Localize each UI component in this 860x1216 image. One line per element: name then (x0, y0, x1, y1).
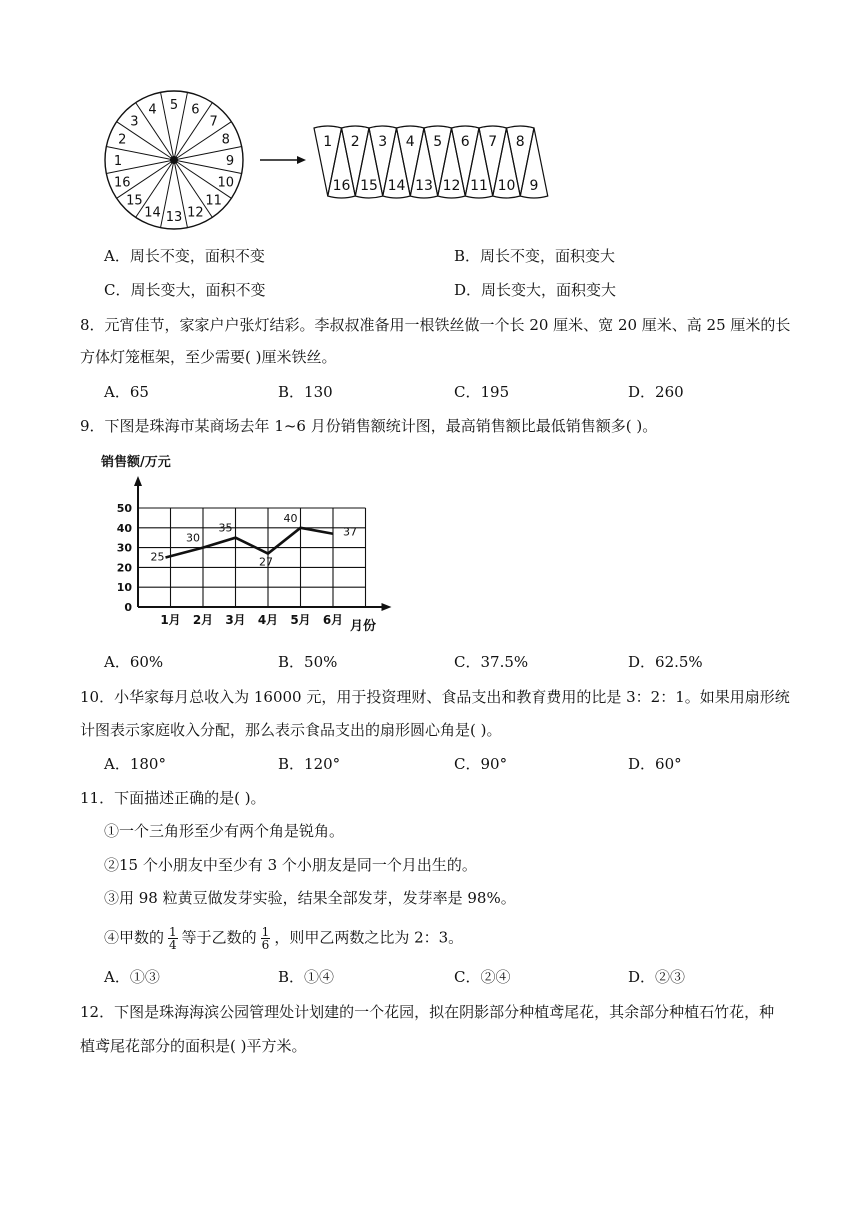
sector-number: 8 (221, 132, 230, 148)
sector-number: 6 (191, 102, 200, 118)
strip-number-bottom: 9 (529, 178, 539, 194)
q11-statement-4: ④甲数的 $\frac{1}{4}$ 等于乙数的 $\frac{1}{6}$ ，则甲乙两数之比为 2：3。 (104, 925, 464, 952)
q9-stem: 9．下图是珠海市某商场去年 1~6 月份销售额统计图，最高销售额比最低销售额多( )。 (80, 417, 658, 435)
y-tick-label: 40 (116, 521, 132, 535)
sector-number: 5 (169, 98, 179, 113)
q11-option-c[interactable]: C．②④ (454, 968, 511, 986)
q8-option-b[interactable]: B．130 (278, 383, 333, 401)
divided-circle (105, 91, 243, 229)
arrow (260, 156, 306, 164)
q11-option-d[interactable]: D．②③ (628, 968, 686, 986)
data-label: 25 (150, 550, 165, 564)
q11-statement-3: ③用 98 粒黄豆做发芽实验，结果全部发芽，发芽率是 98%。 (104, 889, 516, 907)
q9-option-a[interactable]: A．60% (104, 653, 164, 671)
strip-number-top: 1 (323, 134, 333, 150)
data-label: 30 (186, 531, 200, 545)
sector-number: 10 (217, 175, 235, 191)
strip-number-bottom: 11 (470, 178, 488, 194)
data-label: 40 (283, 511, 298, 525)
x-tick-label: 3月 (225, 613, 246, 627)
q8-option-c[interactable]: C．195 (454, 383, 510, 401)
chart-axes (134, 476, 392, 611)
sector-number: 9 (225, 154, 235, 169)
q10-stem-line1: 10．小华家每月总收入为 16000 元，用于投资理财、食品支出和教育费用的比是 3：2：1。如果用扇形统 (80, 688, 790, 706)
sector-number: 11 (205, 193, 222, 209)
q9-option-b[interactable]: B．50% (278, 653, 338, 671)
data-label: 27 (259, 555, 273, 569)
x-axis-arrow (382, 603, 392, 611)
q9-option-d[interactable]: D．62.5% (628, 653, 703, 671)
q8-stem-line1: 8．元宵佳节，家家户户张灯结彩。李叔叔准备用一根铁丝做一个长 20 厘米、宽 20 厘米、高 25 厘米的长 (80, 316, 791, 334)
x-tick-label: 2月 (192, 613, 214, 627)
fraction-one-quarter: $\frac{1}{4}$ (169, 925, 177, 952)
strip-number-top: 4 (405, 134, 415, 150)
q12-stem-line2: 植鸢尾花部分的面积是( )平方米。 (80, 1037, 307, 1055)
x-tick-label: 6月 (322, 613, 344, 627)
q11-stem: 11．下面描述正确的是( )。 (80, 789, 266, 807)
sector-number: 13 (165, 210, 183, 225)
q9-option-c[interactable]: C．37.5% (454, 653, 529, 671)
sector-number: 14 (144, 205, 161, 221)
sector-number: 7 (209, 114, 218, 130)
sector-number: 12 (187, 205, 204, 221)
q8-option-a[interactable]: A．65 (104, 383, 149, 401)
y-tick-label: 10 (116, 581, 132, 595)
q8-stem-line2: 方体灯笼框架，至少需要( )厘米铁丝。 (80, 348, 337, 366)
q11-option-b[interactable]: B．①④ (278, 968, 335, 986)
chart-series (151, 512, 358, 569)
strip-number-bottom: 15 (360, 178, 378, 194)
strip-number-bottom: 16 (332, 178, 351, 194)
sector-number: 1 (113, 154, 123, 169)
sector-number: 16 (113, 175, 131, 191)
sector-number: 4 (148, 102, 157, 118)
x-axis-label: 月份 (350, 619, 377, 634)
strip-number-top: 2 (350, 134, 360, 150)
data-label: 37 (343, 525, 357, 539)
center-dot (170, 156, 178, 164)
q7-option-c[interactable]: C．周长变大，面积不变 (104, 281, 266, 299)
strip-number-top: 5 (433, 134, 443, 150)
strip-number-top: 8 (515, 134, 525, 150)
strip-number-top: 6 (460, 134, 470, 150)
strip-number-top: 3 (378, 134, 388, 150)
q12-stem-line1: 12．下图是珠海海滨公园管理处计划建的一个花园，拟在阴影部分种植鸢尾花，其余部分种植石竹花，种 (80, 1003, 775, 1021)
x-tick-label: 5月 (290, 613, 311, 627)
strip-number-bottom: 12 (442, 178, 461, 194)
q11-statement-2: ②15 个小朋友中至少有 3 个小朋友是同一个月出生的。 (104, 856, 477, 874)
q7-option-b[interactable]: B．周长不变，面积变大 (454, 247, 616, 265)
sector-number: 2 (118, 132, 127, 148)
circle-to-strip-figure (100, 88, 560, 233)
strip-number-top: 7 (488, 134, 498, 150)
y-axis-arrow (134, 476, 142, 486)
q10-option-a[interactable]: A．180° (104, 755, 166, 773)
sales-line-chart (98, 450, 398, 635)
strip-number-bottom: 14 (387, 178, 406, 194)
q11-statement-1: ①一个三角形至少有两个角是锐角。 (104, 822, 345, 840)
rearranged-strip (314, 126, 548, 198)
q10-option-d[interactable]: D．60° (628, 755, 682, 773)
strip-number-bottom: 10 (497, 178, 516, 194)
y-axis-label: 销售额/万元 (101, 455, 171, 470)
q7-option-a[interactable]: A．周长不变，面积不变 (104, 247, 265, 265)
sector-number: 3 (130, 114, 139, 130)
y-tick-label: 50 (116, 502, 132, 515)
y-tick-label: 20 (116, 561, 132, 575)
q8-option-d[interactable]: D．260 (628, 383, 684, 401)
q10-option-c[interactable]: C．90° (454, 755, 508, 773)
q7-option-d[interactable]: D．周长变大，面积变大 (454, 281, 617, 299)
x-tick-label: 1月 (160, 613, 181, 627)
q10-stem-line2: 计图表示家庭收入分配，那么表示食品支出的扇形圆心角是( )。 (80, 721, 502, 739)
q11-option-a[interactable]: A．①③ (104, 968, 160, 986)
strip-number-bottom: 13 (415, 178, 433, 194)
q10-option-b[interactable]: B．120° (278, 755, 341, 773)
fraction-one-sixth: $\frac{1}{6}$ (261, 925, 270, 952)
y-tick-label: 30 (116, 541, 132, 555)
data-label: 35 (218, 521, 233, 535)
chart-grid (138, 508, 366, 607)
sector-number: 15 (126, 193, 143, 209)
x-tick-label: 4月 (257, 613, 279, 627)
y-tick-label: 0 (124, 601, 132, 614)
